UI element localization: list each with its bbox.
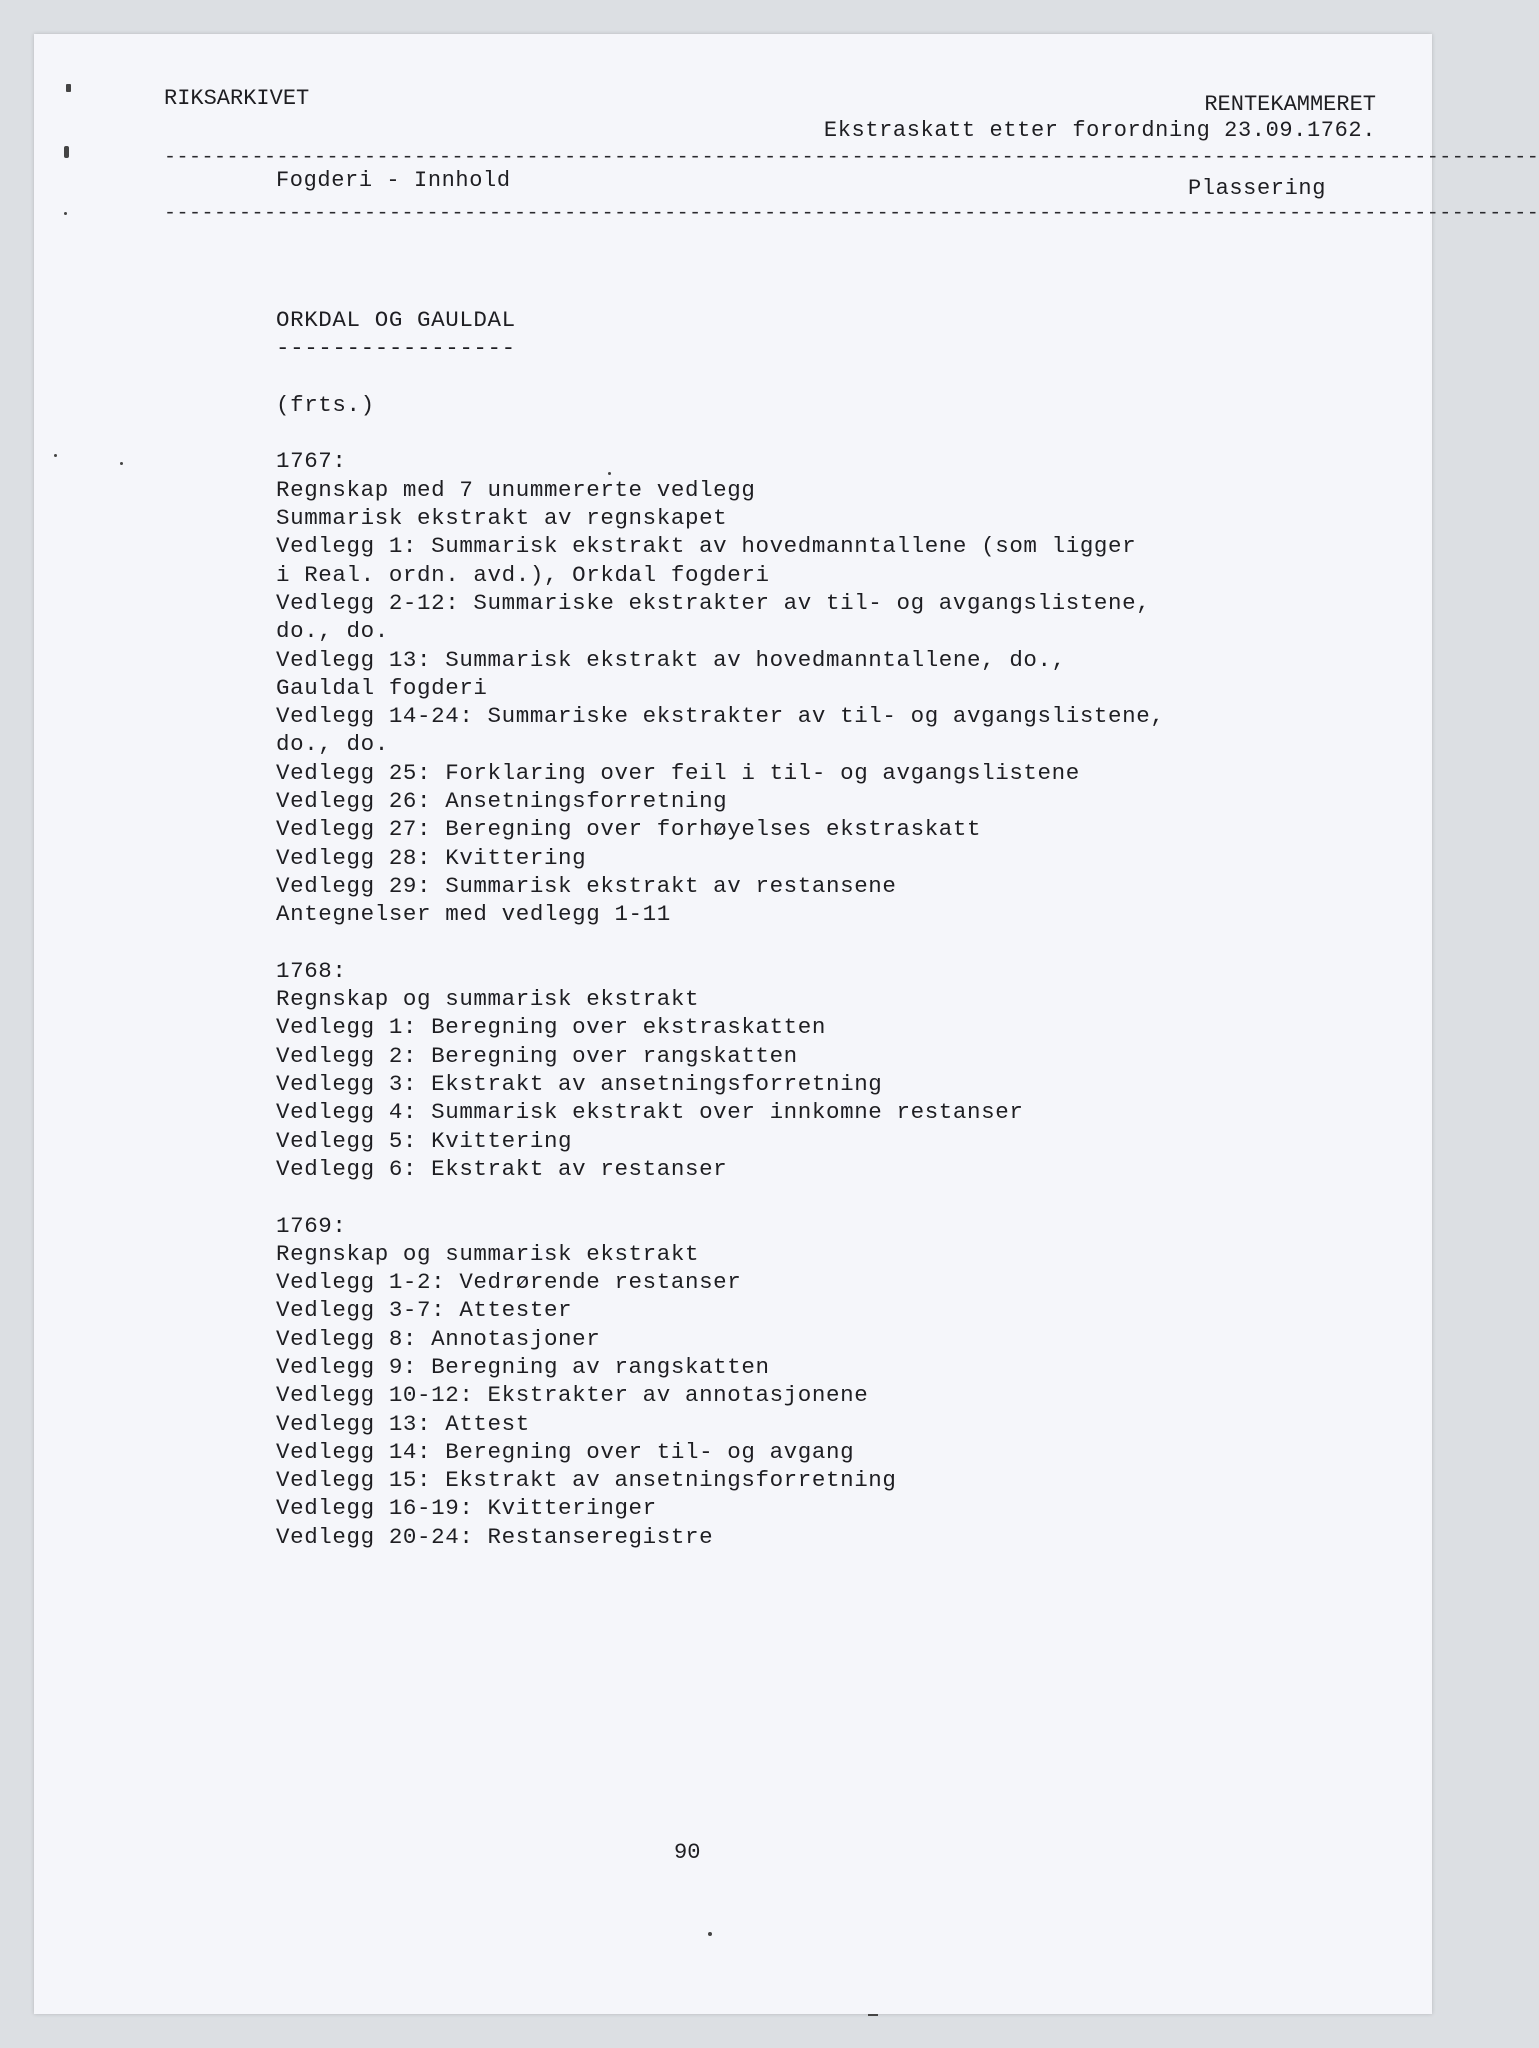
list-item: Vedlegg 13: Attest [276, 1410, 530, 1437]
list-item: Vedlegg 2: Beregning over rangskatten [276, 1042, 798, 1069]
year-block-1769 [276, 1212, 1164, 1552]
header-rule-bottom: -------------------------------------------------------------------------------------------------------------- [164, 202, 1539, 225]
list-item: Vedlegg 28: Kvittering [276, 844, 587, 871]
list-item: i Real. ordn. avd.), Orkdal fogderi [276, 561, 770, 588]
list-item: Gauldal fogderi [276, 674, 488, 701]
list-item: Vedlegg 14: Beregning over til- og avgang [276, 1438, 855, 1465]
year-heading: 1767: [276, 448, 347, 475]
scan-speck [708, 1932, 712, 1936]
list-item: Vedlegg 5: Kvittering [276, 1127, 573, 1154]
list-item: Vedlegg 3-7: Attester [276, 1297, 573, 1324]
section-underline: ----------------- [276, 335, 516, 362]
year-heading: 1768: [276, 957, 347, 984]
scan-speck [64, 212, 67, 215]
list-item: Vedlegg 27: Beregning over forhøyelses ekstraskatt [276, 816, 982, 843]
list-item: Regnskap og summarisk ekstrakt [276, 986, 700, 1013]
collection-name: RENTEKAMMERET [1204, 92, 1376, 117]
list-item: Vedlegg 9: Beregning av rangskatten [276, 1353, 770, 1380]
column-heading-right: Plassering [1187, 176, 1326, 201]
header-rule-top: -------------------------------------------------------------------------------------------------------------- [164, 146, 1539, 169]
list-item: Vedlegg 4: Summarisk ekstrakt over innkomne restanser [276, 1099, 1024, 1126]
list-item: Vedlegg 3: Ekstrakt av ansetningsforretning [276, 1071, 883, 1098]
series-title: Ekstraskatt etter forordning 23.09.1762. [823, 118, 1376, 143]
section-title: ORKDAL OG GAULDAL [276, 307, 516, 333]
list-item: Vedlegg 10-12: Ekstrakter av annotasjonene [276, 1382, 869, 1409]
list-item: Vedlegg 25: Forklaring over feil i til- og avgangslistene [276, 759, 1080, 786]
list-item: Vedlegg 1-2: Vedrørende restanser [276, 1269, 742, 1296]
scan-speck [54, 454, 57, 457]
list-item: Vedlegg 6: Ekstrakt av restanser [276, 1155, 728, 1182]
list-item: Vedlegg 14-24: Summariske ekstrakter av til- og avgangslistene, [276, 703, 1165, 730]
list-item: Regnskap og summarisk ekstrakt [276, 1240, 700, 1267]
scan-mark [868, 2014, 878, 2016]
document-page [34, 34, 1539, 2014]
list-item: Regnskap med 7 unummererte vedlegg [276, 476, 756, 503]
scan-speck [120, 462, 123, 465]
year-heading: 1769: [276, 1212, 347, 1239]
list-item: do., do. [276, 731, 389, 758]
list-item: Vedlegg 15: Ekstrakt av ansetningsforretning [276, 1467, 897, 1494]
list-item: Vedlegg 26: Ansetningsforretning [276, 788, 728, 815]
list-item: Vedlegg 1: Summarisk ekstrakt av hovedmanntallene (som ligger [276, 533, 1137, 560]
list-item: Vedlegg 16-19: Kvitteringer [276, 1495, 657, 1522]
list-item: Vedlegg 29: Summarisk ekstrakt av restansene [276, 872, 897, 899]
scan-mark [66, 84, 71, 92]
list-item: Vedlegg 8: Annotasjoner [276, 1325, 601, 1352]
continued-note: (frts.) [276, 391, 375, 418]
page-number: 90 [674, 1840, 701, 1865]
list-item: Vedlegg 13: Summarisk ekstrakt av hovedmanntallene, do., [276, 646, 1066, 673]
list-item: Vedlegg 1: Beregning over ekstraskatten [276, 1014, 826, 1041]
year-block-1767 [276, 447, 1164, 928]
list-item: Vedlegg 20-24: Restanseregistre [276, 1523, 714, 1550]
document-body [276, 306, 1164, 1551]
list-item: do., do. [276, 618, 389, 645]
list-item: Antegnelser med vedlegg 1-11 [276, 901, 671, 928]
list-item: Summarisk ekstrakt av regnskapet [276, 505, 728, 532]
list-item: Vedlegg 2-12: Summariske ekstrakter av til- og avgangslistene, [276, 589, 1151, 616]
scan-mark [64, 146, 69, 158]
scan-speck [608, 472, 611, 475]
column-heading-left: Fogderi - Innhold [276, 168, 511, 193]
archive-name: RIKSARKIVET [164, 86, 310, 111]
year-block-1768 [276, 957, 1164, 1183]
